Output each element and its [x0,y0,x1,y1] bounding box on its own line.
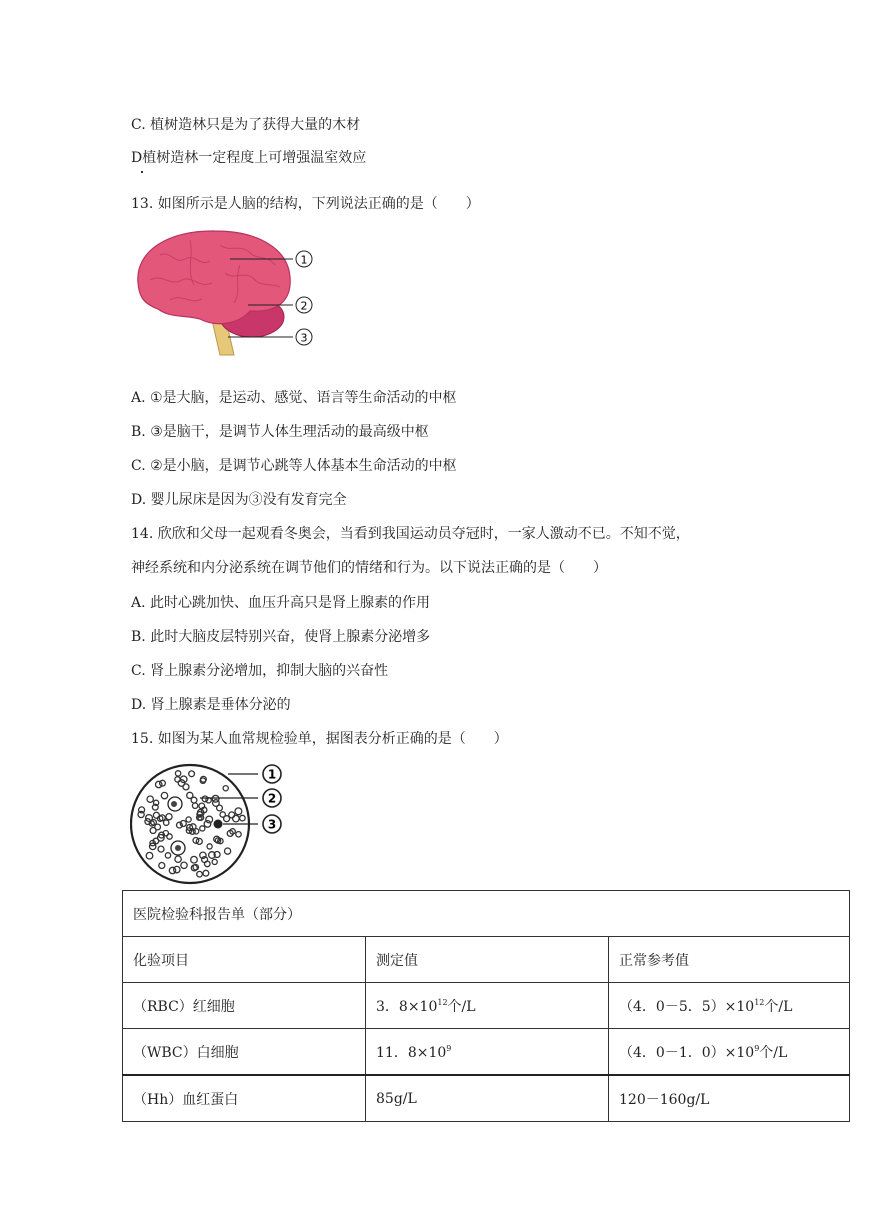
row-item: （Hh）血红蛋白 [123,1075,366,1122]
brain-figure [130,225,320,360]
brain-label-1: 1 [300,253,308,267]
prev-option-c: C. 植树造林只是为了获得大量的木材 [131,117,361,133]
row-item: （RBC）红细胞 [123,983,366,1029]
table-row [123,1029,850,1076]
header-value: 测定值 [366,937,609,983]
dark-cell [214,820,223,829]
brain-label-2: 2 [300,299,308,313]
q13-option-d: D. 婴儿尿床是因为③没有发育完全 [131,492,347,508]
table-header-row [123,937,850,983]
header-item: 化验项目 [123,937,366,983]
lab-report-table [122,890,850,1122]
q13-stem: 13. 如图所示是人脑的结构，下列说法正确的是（ ） [131,196,480,212]
q13-option-a: A. ①是大脑，是运动、感觉、语言等生命活动的中枢 [131,390,457,406]
row-reference: （4．0－1．$0)\times 10^9$个/L [609,1029,850,1076]
q14-option-a: A. 此时心跳加快、血压升高只是肾上腺素的作用 [131,595,431,611]
table-row [123,983,850,1029]
q14-option-d: D. 肾上腺素是垂体分泌的 [131,697,291,713]
q14-stem-line2: 神经系统和内分泌系统在调节他们的情绪和行为。以下说法正确的是（ ） [131,560,607,576]
stray-dot [141,171,143,173]
row-value: 11．$8\times 10^9$ [366,1029,609,1076]
smear-label-1: 1 [267,767,277,782]
header-reference: 正常参考值 [609,937,850,983]
q14-option-b: B. 此时大脑皮层特别兴奋，使肾上腺素分泌增多 [131,629,431,645]
row-value: 85g/L [366,1075,609,1122]
smear-label-3: 3 [267,817,277,832]
q15-stem: 15. 如图为某人血常规检验单，据图表分析正确的是（ ） [131,731,508,747]
table-title-row [123,891,850,937]
q13-option-c: C. ②是小脑，是调节心跳等人体基本生命活动的中枢 [131,458,457,474]
brain-label-3: 3 [300,331,308,345]
row-value: 3．$8\times 10^{12}$个/L [366,983,609,1029]
row-reference: （4．0－5．$5)\times 10^{12}$个/L [609,983,850,1029]
q14-stem-line1: 14. 欣欣和父母一起观看冬奥会，当看到我国运动员夺冠时，一家人激动不已。不知不觉， [131,526,690,542]
q14-option-c: C. 肾上腺素分泌增加，抑制大脑的兴奋性 [131,663,389,679]
row-reference: 120－160g/L [609,1075,850,1122]
q13-option-b: B. ③是脑干，是调节人体生理活动的最高级中枢 [131,424,429,440]
prev-option-d: D植树造林一定程度上可增强温室效应 [131,150,367,166]
row-item: （WBC）白细胞 [123,1029,366,1076]
table-row [123,1075,850,1122]
blood-smear-figure [130,760,290,888]
cerebrum-shape [138,231,290,324]
table-title: 医院检验科报告单（部分） [123,891,850,937]
smear-label-2: 2 [267,791,277,806]
